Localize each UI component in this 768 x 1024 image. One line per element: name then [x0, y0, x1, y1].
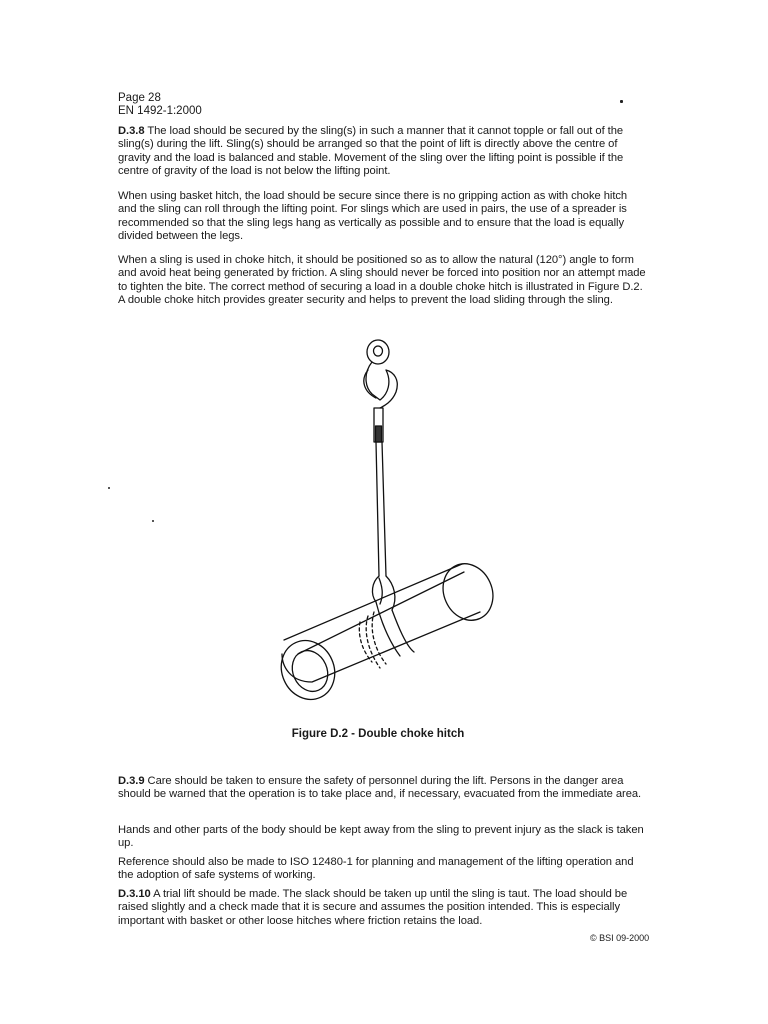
figure-caption: Figure D.2 - Double choke hitch — [291, 728, 465, 740]
scan-speck — [620, 100, 623, 103]
clause-heading: D.3.8 — [118, 125, 145, 137]
clause-heading: D.3.10 — [118, 888, 151, 900]
sling-bite-inner — [379, 578, 382, 604]
hook-body — [366, 362, 397, 408]
copyright-notice: © BSI 09-2000 — [590, 933, 650, 943]
standard-reference: EN 1492-1:2000 — [118, 105, 202, 117]
clause-heading: D.3.9 — [118, 775, 145, 787]
hook-latch — [364, 370, 376, 398]
page-number: Page 28 — [118, 92, 161, 104]
ferrule-band — [376, 426, 382, 442]
scan-speck — [152, 520, 154, 522]
pipe-near-end-outer — [272, 632, 344, 708]
paragraph-choke-hitch: When a sling is used in choke hitch, it should be positioned so as to allow the natural (120°) angle to form and avoid heat being generated by friction. A sling should never be forced into position nor an attempt made to tighten the bite. The correct method of securing a load in a double choke hitch is illustrated in Figure D.2. A double choke hitch provides greater security and helps to prevent the load sliding through the sling. — [118, 254, 646, 307]
paragraph-reference: Reference should also be made to ISO 12480-1 for planning and management of the lifting operation and the adoption of safe systems of working. — [118, 856, 634, 882]
paragraph-hands: Hands and other parts of the body should be kept away from the sling to prevent injury as the slack is taken up. — [118, 824, 644, 850]
clause-text: The load should be secured by the sling(s) in such a manner that it cannot topple or fall out of the sling(s) during the lift. Sling(s) should be arranged so that the point of lift is directly above the centre of gravity and the load is balanced and stable. Movement of the sling over the lifting point is possible if the centre of gravity of the load is not below the lifting point. — [118, 125, 624, 178]
sling-leg-right — [382, 442, 386, 576]
pipe-hidden — [288, 562, 456, 646]
sling-wrap-front-2 — [392, 610, 414, 652]
scan-speck — [108, 487, 110, 489]
paragraph-basket-hitch: When using basket hitch, the load should be secure since there is no gripping action as with choke hitch and the sling can roll through the lifting point. For slings which are used in pairs, the use of a spreader is recommended so that the sling legs hang as vertically as possible and to ensure that the load is equally divided between the legs. — [118, 190, 628, 243]
pipe-near-end-inner — [286, 645, 334, 697]
clause-text: A trial lift should be made. The slack should be taken up until the sling is taut. The load should be raised slightly and a check made that it is secure and assumes the position intended. This is especially important with basket or other loose hitches where friction retains the load. — [118, 888, 628, 927]
pipe-upper-line — [284, 564, 462, 640]
clause-text: Care should be taken to ensure the safety of personnel during the lift. Persons in the danger area should be warned that the operation is to take place and, if necessary, evacuated from the immediate area. — [118, 775, 642, 801]
paragraph-d38 — [118, 125, 648, 179]
sling-wrap-hidden-1 — [366, 616, 380, 668]
paragraph-d39 — [118, 775, 648, 802]
sling-bite-left — [372, 576, 379, 602]
hook-eye — [367, 340, 389, 364]
double-choke-hitch-illustration — [268, 336, 508, 716]
paragraph-d310 — [118, 888, 648, 928]
sling-leg-left — [376, 442, 379, 576]
hook-eye-hole — [374, 346, 383, 356]
